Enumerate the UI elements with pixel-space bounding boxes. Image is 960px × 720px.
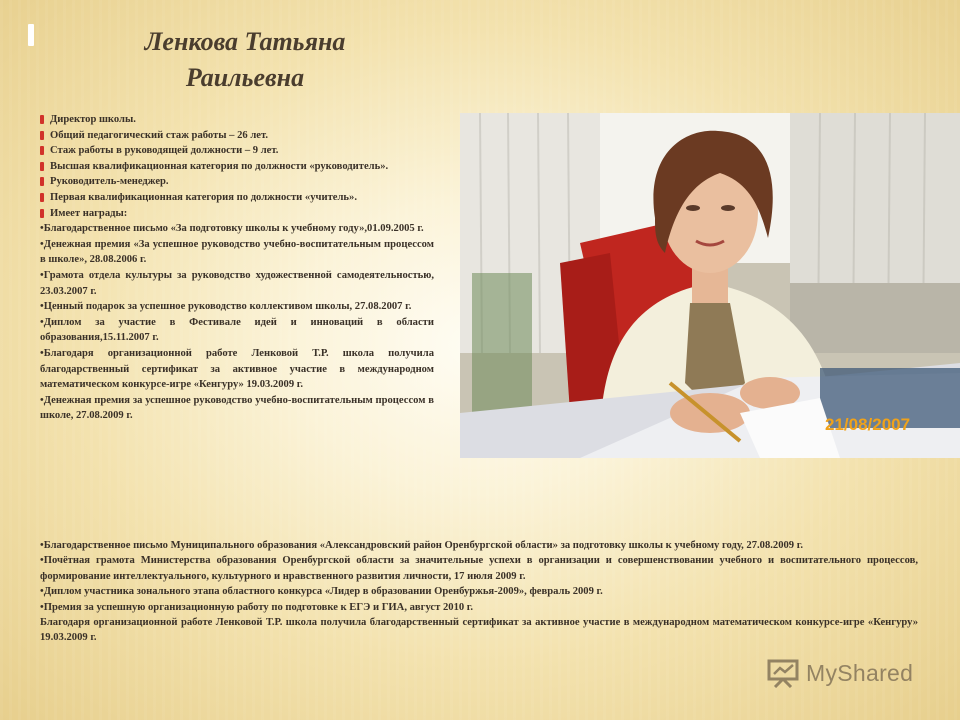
slide-marker (28, 24, 34, 46)
award-item: •Денежная премия за успешное руководство учебно-воспитательным процессом в школе, 27.08.2009 г. (40, 394, 434, 422)
title-line-1: Ленкова Татьяна (144, 27, 346, 56)
bottom-awards (40, 538, 918, 646)
bullet-item: Директор школы. (40, 112, 434, 128)
bullet-item: Имеет награды: (40, 206, 434, 222)
bullet-marker-icon (40, 209, 44, 218)
bullet-marker-icon (40, 162, 44, 171)
bullet-item: Высшая квалификационная категория по должности «руководитель». (40, 159, 434, 175)
date-stamp: 21/08/2007 (825, 415, 911, 434)
left-column (40, 112, 434, 424)
title-line-2: Раильевна (185, 63, 305, 92)
page-title (110, 24, 380, 96)
watermark (766, 656, 913, 690)
bullet-marker-icon (40, 131, 44, 140)
award-item: •Ценный подарок за успешное руководство коллективом школы, 27.08.2007 г. (40, 301, 412, 313)
award-item: •Премия за успешную организационную работу по подготовке к ЕГЭ и ГИА, август 2010 г. (40, 601, 474, 613)
award-item: •Денежная премия «За успешное руководство учебно-воспитательным процессом в школе», 28.08.2006 г. (40, 238, 434, 266)
award-item: •Грамота отдела культуры за руководство художественной самодеятельностью, 23.03.2007 г. (40, 269, 434, 297)
bullet-item: Первая квалификационная категория по должности «учитель». (40, 190, 434, 206)
portrait-photo (460, 113, 960, 458)
award-item: Благодаря организационной работе Ленковой Т.Р. школа получила благодарственный сертификат за активное участие в международном математическом конкурсе-игре «Кенгуру» 19.03.2009 г. (40, 617, 918, 644)
bullet-item: Стаж работы в руководящей должности – 9 лет. (40, 143, 434, 159)
award-item: •Почётная грамота Министерства образования Оренбургской области за значительные успехи в организации и совершенствовании учебного и воспитательного процессов, формирование интеллектуального, культурного и нравственного развития личности, 17 июля 2009 г. (40, 555, 918, 582)
presentation-icon (766, 658, 800, 688)
bullet-marker-icon (40, 177, 44, 186)
bullet-item: Руководитель-менеджер. (40, 174, 434, 190)
bullet-marker-icon (40, 193, 44, 202)
bullet-marker-icon (40, 146, 44, 155)
award-item: •Благодарственное письмо «За подготовку школы к учебному году»,01.09.2005 г. (40, 223, 424, 235)
award-item: •Диплом участника зонального этапа областного конкурса «Лидер в образовании Оренбуржья-2009», февраль 2009 г. (40, 586, 603, 598)
award-item: •Благодарственное письмо Муниципального образования «Александровский район Оренбургской области» за подготовку школы к учебному году, 27.08.2009 г. (40, 540, 804, 551)
award-item: •Диплом за участие в Фестивале идей и инноваций в области образования,15.11.2007 г. (40, 316, 434, 344)
bullet-item: Общий педагогический стаж работы – 26 лет. (40, 128, 434, 144)
watermark-text: MyShared (806, 659, 914, 686)
portrait-illustration (460, 113, 960, 458)
award-item: •Благодаря организационной работе Ленковой Т.Р. школа получила благодарственный сертификат за активное участие в международном математическом конкурсе-игре «Кенгуру» 19.03.2009 г. (40, 347, 434, 391)
bullet-marker-icon (40, 115, 44, 124)
